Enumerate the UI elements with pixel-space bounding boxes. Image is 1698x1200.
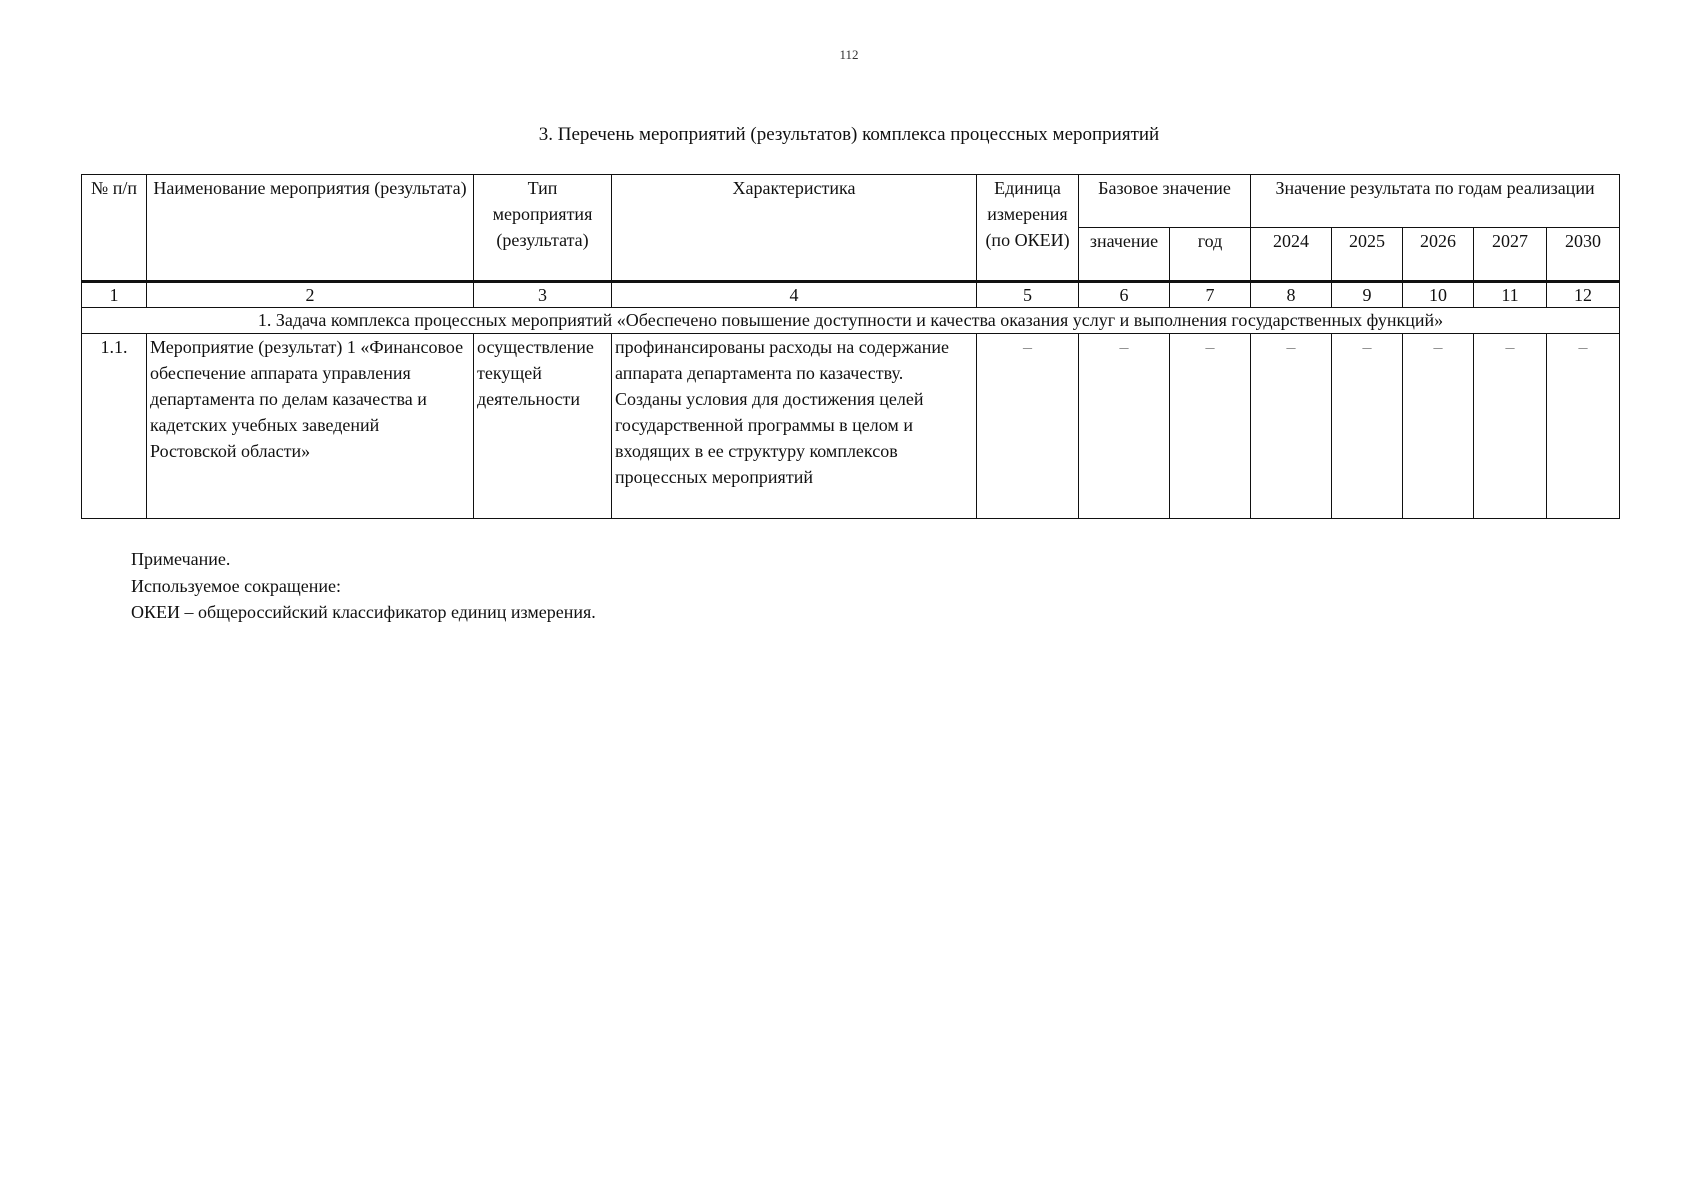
column-number: 3 [474, 282, 612, 308]
row-value-2024: – [1251, 334, 1332, 519]
column-number: 5 [977, 282, 1079, 308]
row-unit: – [977, 334, 1079, 519]
task-row [82, 308, 1620, 334]
row-value-2026: – [1403, 334, 1474, 519]
header-type: Тип мероприятия (результата) [474, 175, 612, 282]
note-text: ОКЕИ – общероссийский классификатор единиц измерения. [131, 602, 596, 622]
row-type: осуществление текущей деятельности [474, 334, 612, 519]
column-number: 12 [1547, 282, 1620, 308]
column-number: 10 [1403, 282, 1474, 308]
note-subheading: Используемое сокращение: [131, 575, 341, 596]
column-number: 7 [1170, 282, 1251, 308]
column-number: 4 [612, 282, 977, 308]
table-header-row [82, 175, 1620, 228]
column-number: 9 [1332, 282, 1403, 308]
page-number: 112 [839, 47, 859, 62]
row-name: Мероприятие (результат) 1 «Финансовое обеспечение аппарата управления департамента по делам казачества и кадетских учебных заведений Ростовской области» [147, 334, 474, 519]
row-value-2027: – [1474, 334, 1547, 519]
header-year-2027: 2027 [1474, 228, 1547, 282]
header-year-2025: 2025 [1332, 228, 1403, 282]
document-title: 3. Перечень мероприятий (результатов) комплекса процессных мероприятий [538, 124, 1160, 145]
column-number-row [82, 282, 1620, 308]
row-value-2030: – [1547, 334, 1620, 519]
column-number: 2 [147, 282, 474, 308]
column-number: 11 [1474, 282, 1547, 308]
task-title: 1. Задача комплекса процессных мероприятий «Обеспечено повышение доступности и качества оказания услуг и выполнения государственных функций» [82, 308, 1620, 334]
header-year-2024: 2024 [1251, 228, 1332, 282]
header-year-2030: 2030 [1547, 228, 1620, 282]
column-number: 1 [82, 282, 147, 308]
row-value-2025: – [1332, 334, 1403, 519]
results-table [81, 174, 1620, 519]
table-row [82, 334, 1620, 519]
header-base-year-sub: год [1170, 228, 1251, 282]
row-characteristic: профинансированы расходы на содержание аппарата департамента по казачеству. Созданы условия для достижения целей государственной программы в целом и входящих в ее структуру комплексов процессных мероприятий [612, 334, 977, 519]
note-heading: Примечание. [131, 549, 231, 569]
row-num: 1.1. [82, 334, 147, 519]
header-year-2026: 2026 [1403, 228, 1474, 282]
header-base-value-sub: значение [1079, 228, 1170, 282]
row-base-year: – [1170, 334, 1251, 519]
header-result-by-year: Значение результата по годам реализации [1251, 175, 1620, 228]
column-number: 8 [1251, 282, 1332, 308]
row-base-value: – [1079, 334, 1170, 519]
column-number: 6 [1079, 282, 1170, 308]
header-base-value: Базовое значение [1079, 175, 1251, 228]
note-block [131, 546, 596, 626]
header-name: Наименование мероприятия (результата) [147, 175, 474, 282]
header-num: № п/п [82, 175, 147, 282]
header-characteristic: Характеристика [612, 175, 977, 282]
header-unit: Единица измерения (по ОКЕИ) [977, 175, 1079, 282]
